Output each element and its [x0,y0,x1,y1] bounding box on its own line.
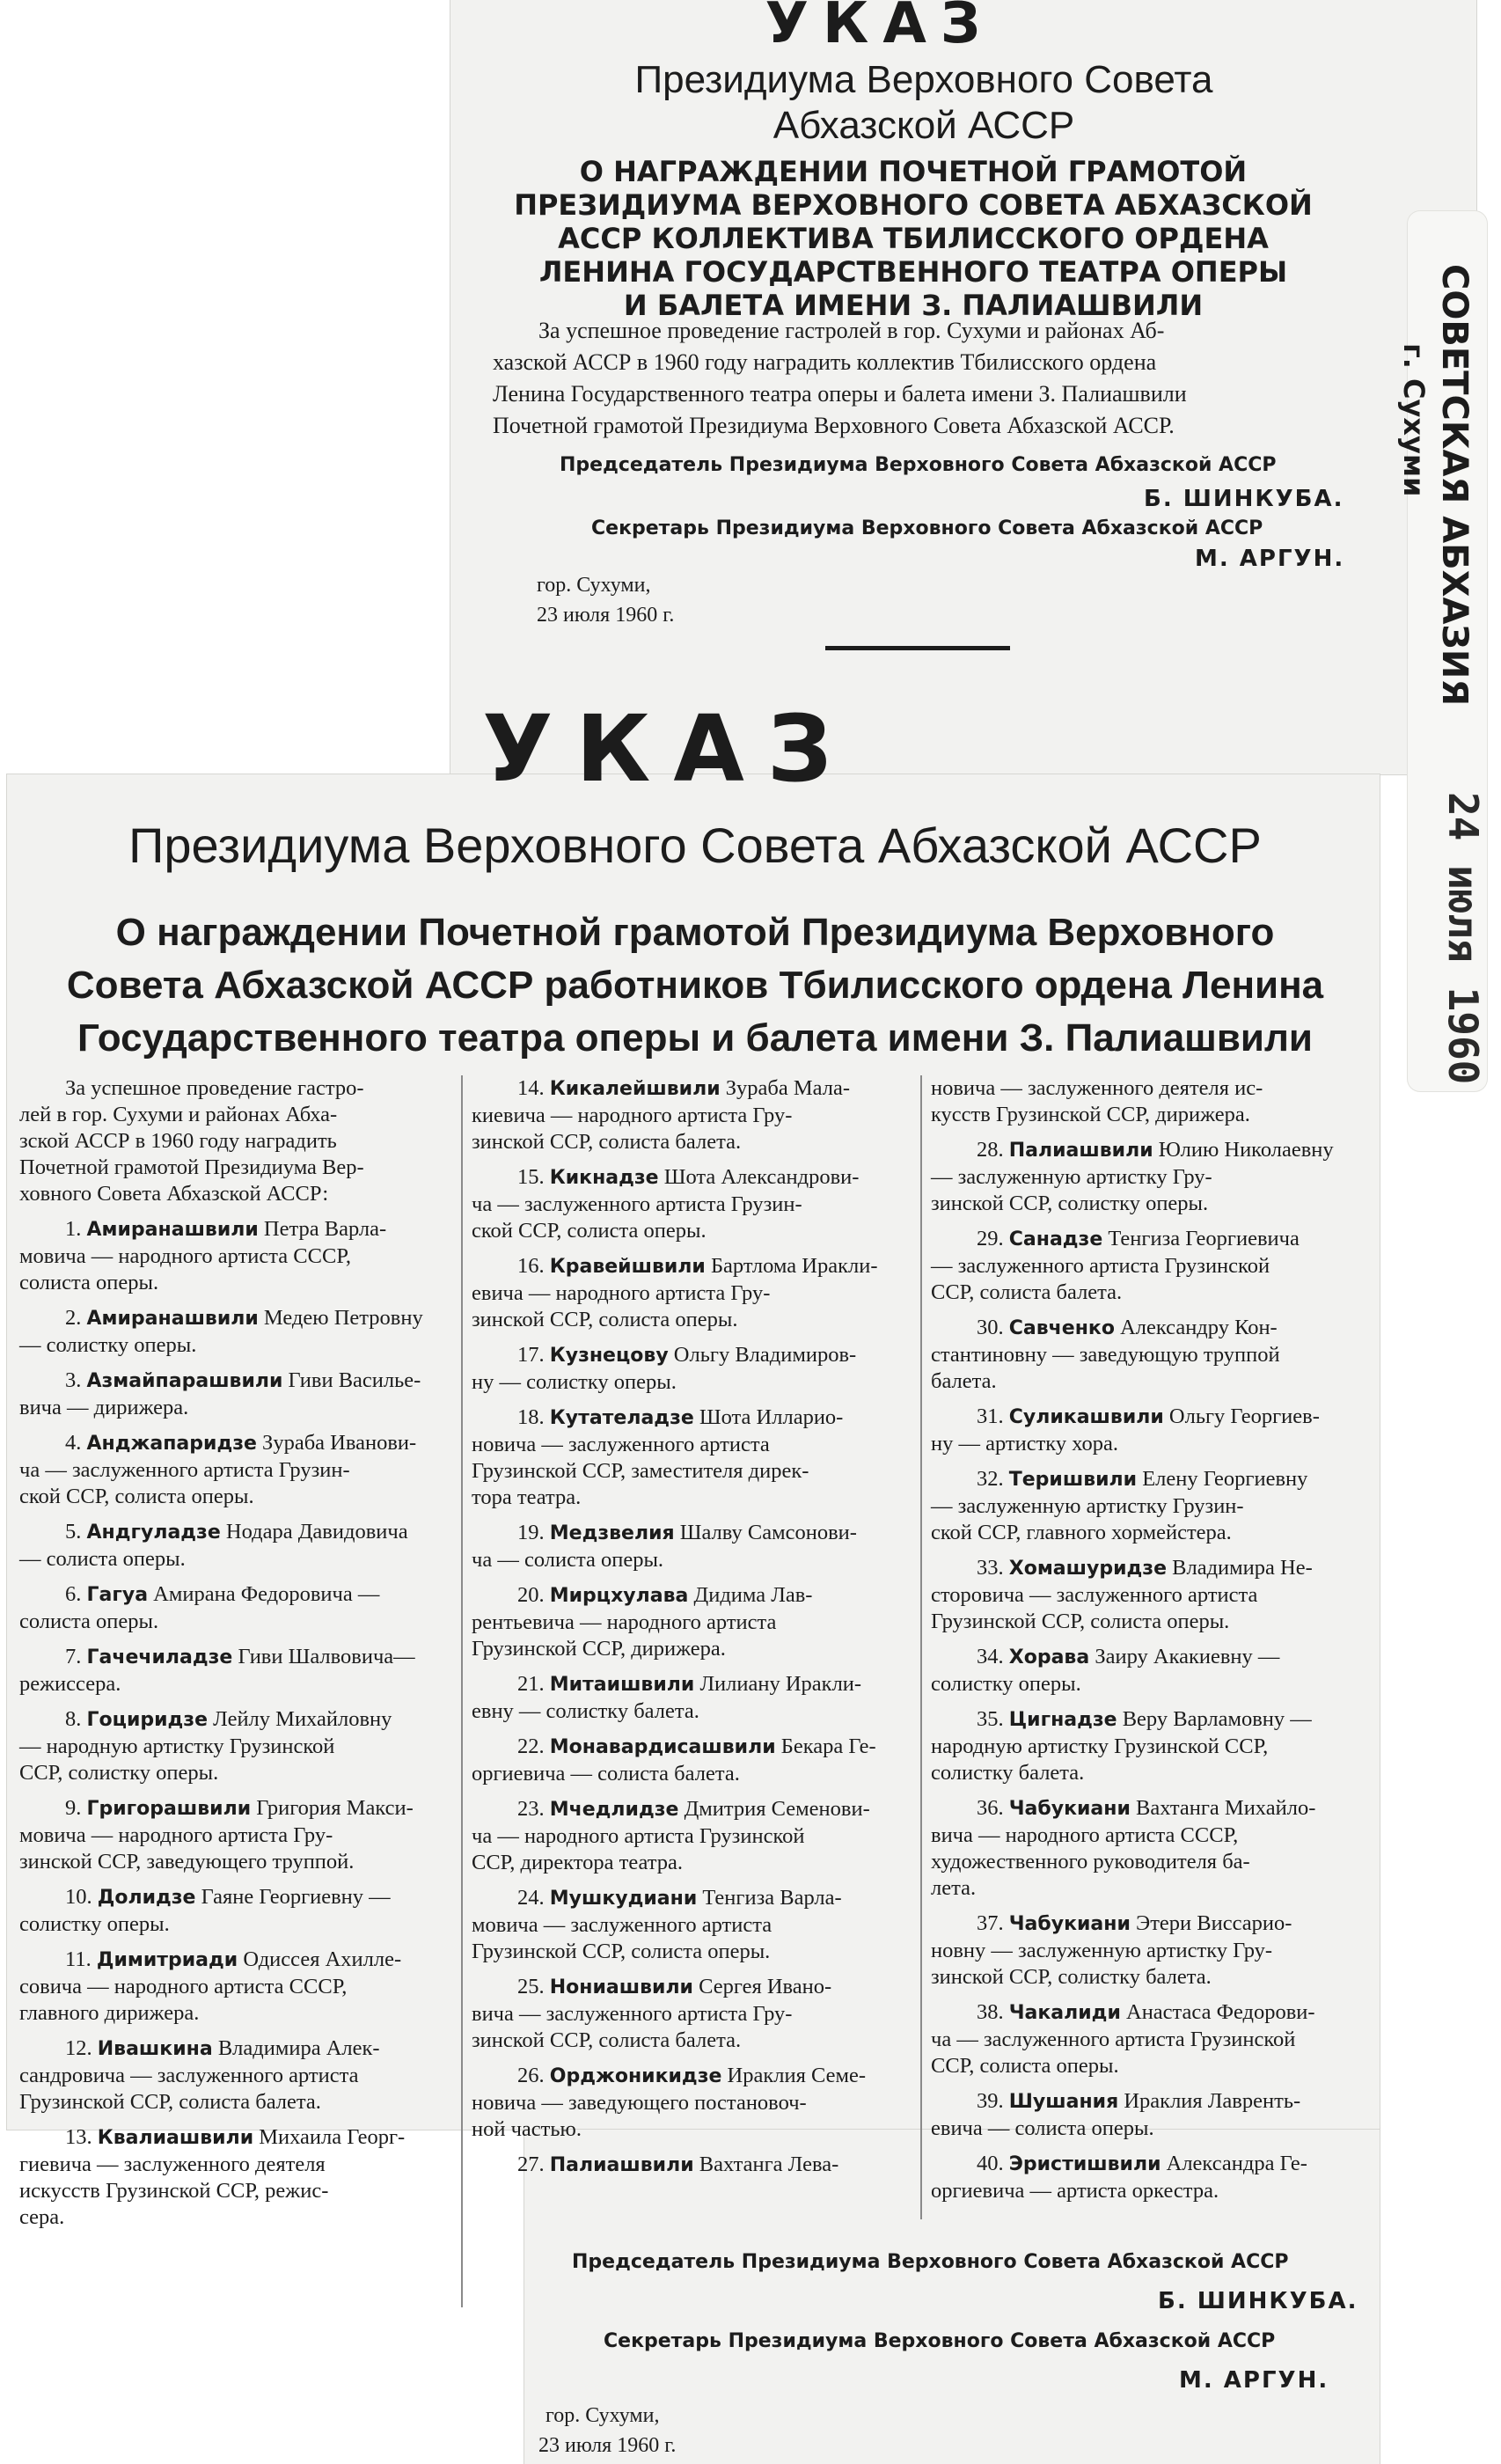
award-text-line: ча — солиста оперы. [472,1548,664,1572]
decree2-secretary-title: Секретарь Президиума Верховного Совета Абхазской АССР [604,2330,1276,2352]
award-number: 18. [517,1405,545,1429]
award-surname: Квалиашвили [97,2127,254,2149]
award-entry [472,1796,903,1876]
award-text-line: киевича — народного артиста Гру- [472,1104,793,1127]
award-firstname: Дидима Лав- [688,1583,813,1607]
decree1-place: гор. Сухуми, [537,574,651,597]
award-text-line: ча — народного артиста Грузинской [472,1824,805,1848]
award-text-line: гиевича — заслуженного деятеля [19,2152,326,2176]
award-firstname: Бекара Ге- [775,1734,876,1758]
award-text-line: ча — заслуженного артиста Грузин- [19,1458,350,1482]
newspaper-city: г. Сухуми [1397,343,1431,497]
award-number: 11. [65,1947,92,1971]
award-firstname: Петра Варла- [258,1217,387,1241]
decree2-continuation: новича — заслуженного деятеля ис- кусств Грузинской ССР, дирижера. [931,1076,1263,1126]
award-firstname: Сергея Ивано- [692,1975,832,1998]
award-surname: Андгуладзе [86,1522,221,1544]
decree1-date: 23 июля 1960 г. [537,604,675,627]
award-text-line: ской ССР, солиста оперы. [19,1485,254,1508]
award-text-line: зинской ССР, солистку оперы. [931,1192,1209,1215]
award-text-line: ной частью. [472,2117,582,2141]
award-number: 28. [977,1138,1004,1162]
award-firstname: Заиру Акакиевну — [1089,1645,1280,1668]
award-text-line: Грузинской ССР, солиста оперы. [931,1610,1230,1633]
award-number: 9. [65,1796,82,1820]
award-text-line: новича — заведующего постановоч- [472,2091,807,2115]
award-text-line: Грузинской ССР, солиста оперы. [472,1940,771,1963]
award-text-line: стантиновну — заведующую труппой [931,1343,1280,1367]
award-number: 17. [517,1343,545,1367]
award-surname: Мушкудиани [549,1888,698,1910]
award-number: 8. [65,1707,82,1731]
decree2-secretary-name: М. АРГУН. [1179,2367,1329,2394]
award-text-line: ССР, солиста балета. [931,1280,1123,1304]
award-surname: Палиашвили [1008,1140,1153,1162]
award-text-line: — народную артистку Грузинской [19,1734,335,1758]
award-entry [472,1885,903,1965]
award-text-line: тора театра. [472,1485,582,1509]
award-number: 22. [517,1734,545,1758]
award-number: 31. [977,1404,1004,1428]
award-surname: Хорава [1008,1646,1090,1668]
award-entry [19,2035,450,2116]
award-text-line: оргиевича — солиста балета. [472,1762,740,1786]
award-number: 29. [977,1227,1004,1250]
decree2-place: гор. Сухуми, [545,2404,660,2427]
award-entry [19,1706,450,1786]
award-entry [472,1075,903,1155]
award-surname: Кикнадзе [549,1167,659,1189]
award-surname: Чакалиди [1008,2002,1121,2024]
award-surname: Палиашвили [549,2154,694,2176]
award-text-line: евну — солистку балета. [472,1699,699,1723]
award-text-line: солистку балета. [931,1761,1085,1785]
award-number: 39. [977,2089,1004,2113]
award-number: 19. [517,1521,545,1544]
award-surname: Кутателадзе [549,1407,694,1429]
award-entry [931,1137,1371,1217]
award-surname: Эристишвили [1008,2153,1161,2175]
award-entry [472,1974,903,2054]
award-firstname: Веру Варламовну — [1117,1707,1312,1731]
award-text-line: художественного руководителя ба- [931,1850,1250,1874]
award-text-line: ской ССР, главного хормейстера. [931,1521,1232,1544]
award-surname: Ивашкина [97,2038,213,2060]
decree2-date: 23 июля 1960 г. [538,2434,677,2457]
award-text-line: зинской ССР, солиста балета. [472,2028,742,2052]
award-firstname: Гиви Васильe- [282,1368,421,1392]
award-number: 32. [977,1467,1004,1491]
decree1-title: УКАЗ [765,0,995,56]
award-number: 40. [977,2152,1004,2175]
award-number: 2. [65,1306,82,1330]
award-firstname: Вахтанга Лева- [693,2152,839,2176]
award-entry [931,1466,1371,1546]
award-surname: Долидзе [97,1887,196,1909]
award-text-line: зинской ССР, заведующего труппой. [19,1850,355,1874]
award-text-line: ча — заслуженного артиста Грузинской [931,2028,1296,2051]
award-firstname: Гаяне Георгиевну — [195,1885,391,1909]
award-text-line: зинской ССР, солиста оперы. [472,1308,738,1331]
award-number: 35. [977,1707,1004,1731]
award-number: 24. [517,1886,545,1910]
award-number: 6. [65,1582,82,1606]
award-entry [472,2063,903,2143]
award-text-line: — солиста оперы. [19,1547,186,1571]
award-text-line: балета. [931,1369,997,1393]
decree2-subtitle: Президиума Верховного Совета Абхазской АССР [128,818,1262,873]
award-firstname: Анастаса Федорови- [1120,2000,1315,2024]
decree2-column-1 [19,1075,450,2240]
award-firstname: Владимира Не- [1167,1556,1313,1580]
award-number: 37. [977,1911,1004,1935]
award-text-line: сандровича — заслуженного артиста [19,2064,359,2087]
award-firstname: Ольгу Владимиров- [668,1343,857,1367]
award-text-line: искусств Грузинской ССР, режис- [19,2179,329,2203]
award-firstname: Шалву Самсонови- [674,1521,857,1544]
award-number: 10. [65,1885,92,1909]
award-surname: Суликашвили [1008,1406,1164,1428]
award-text-line: ской ССР, солиста оперы. [472,1219,707,1243]
award-firstname: Медею Петровну [258,1306,423,1330]
award-firstname: Дмитрия Семенови- [678,1797,870,1821]
award-firstname: Вахтанга Михайло- [1130,1796,1316,1820]
decree2-chairman-name: Б. ШИНКУБА. [1158,2288,1358,2314]
award-text-line: ну — артистку хора. [931,1432,1119,1456]
award-entry [19,1216,450,1296]
award-text-line: режиссера. [19,1672,121,1696]
award-entry [931,1706,1371,1786]
handwritten-date: 24 июля 1960 [1439,792,1487,1085]
award-surname: Хомашуридзе [1008,1558,1167,1580]
award-text-line: ССР, директора театра. [472,1851,684,1874]
award-text-line: ССР, солиста оперы. [931,2054,1119,2078]
decree2-heading: О награждении Почетной грамотой Президиума Верховного Совета Абхазской АССР работников Тбилисского ордена Ленина Государственного театра оперы и балета имени З. Палиашвили [66,911,1324,1060]
decree1-body: За успешное проведение гастролей в гор. Сухуми и районах Аб- хазской АССР в 1960 году наградить коллектив Тбилисского ордена Ленина Государственного театра оперы и балета имени З. Палиашвили Почетной грамотой Президиума Верховного Совета Абхазской АССР. [493,318,1187,438]
award-firstname: Шота Илларио- [693,1405,844,1429]
award-text-line: сторовича — заслуженного артиста [931,1583,1258,1607]
award-entry [472,1520,903,1573]
award-entry [472,1671,903,1725]
award-text-line: Грузинской ССР, заместителя дирек- [472,1459,809,1483]
award-text-line: новича — заслуженного артиста [472,1433,770,1456]
award-text-line: солистку оперы. [931,1672,1081,1696]
award-firstname: Ольгу Георгиев- [1163,1404,1320,1428]
award-entry [472,2152,903,2179]
award-firstname: Гиви Шалвовича— [232,1645,415,1668]
award-firstname: Александра Ге- [1161,2152,1307,2175]
award-entry [931,1910,1371,1991]
award-entry [19,1519,450,1573]
decree2-chairman-title: Председатель Президиума Верховного Совета Абхазской АССР [572,2251,1289,2273]
award-surname: Санадзе [1008,1228,1103,1250]
award-entry [19,1795,450,1875]
award-entry [931,1404,1371,1457]
award-text-line: вича — заслуженного артиста Гру- [472,2002,793,2026]
award-surname: Нониашвили [549,1976,693,1998]
award-firstname: Лилиану Иракли- [694,1672,862,1696]
award-entry [931,2088,1371,2142]
decree1-secretary-title: Секретарь Президиума Верховного Совета Абхазской АССР [591,517,1263,539]
award-text-line: ну — солистку оперы. [472,1370,677,1394]
award-entry [19,1305,450,1359]
award-firstname: Бартлома Иракли- [705,1254,878,1278]
award-firstname: Амирана Федоровича — [148,1582,380,1606]
award-surname: Медзвелия [549,1522,675,1544]
separator-rule [825,646,1010,650]
decree1-heading: О НАГРАЖДЕНИИ ПОЧЕТНОЙ ГРАМОТОЙ ПРЕЗИДИУМА ВЕРХОВНОГО СОВЕТА АБХАЗСКОЙ АССР КОЛЛЕКТИВА ТБИЛИССКОГО ОРДЕНА ЛЕНИНА ГОСУДАРСТВЕННОГО ТЕАТРА ОПЕРЫ И БАЛЕТА ИМЕНИ З. ПАЛИАШВИЛИ [514,155,1313,322]
award-surname: Гоциридзе [86,1709,208,1731]
award-surname: Цигнадзе [1008,1709,1117,1731]
award-firstname: Михаила Георг- [253,2125,406,2149]
award-surname: Кравейшвили [549,1256,706,1278]
award-entry [931,1555,1371,1635]
award-surname: Григорашвили [86,1798,252,1820]
award-entry [472,1342,903,1396]
award-entry [931,1999,1371,2079]
award-surname: Гагуа [86,1584,149,1606]
award-entry [19,1430,450,1510]
award-number: 20. [517,1583,545,1607]
award-entry [931,1315,1371,1395]
award-entry [472,1404,903,1511]
award-text-line: ча — заслуженного артиста Грузин- [472,1192,802,1216]
award-number: 7. [65,1645,82,1668]
award-text-line: солиста оперы. [19,1610,159,1633]
award-surname: Анджапаридзе [86,1433,257,1455]
decree1-chairman-title: Председатель Президиума Верховного Совета Абхазской АССР [560,454,1277,476]
award-number: 36. [977,1796,1004,1820]
decree1-subtitle-2: Абхазской АССР [772,104,1075,147]
award-surname: Орджоникидзе [549,2065,722,2087]
award-entry [19,2124,450,2231]
award-firstname: Тенгиза Варла- [697,1886,842,1910]
award-number: 21. [517,1672,545,1696]
award-firstname: Григория Макси- [251,1796,414,1820]
award-text-line: зинской ССР, солистку балета. [931,1965,1212,1989]
award-text-line: — заслуженного артиста Грузинской [931,1254,1270,1278]
column-divider-2 [920,1075,922,2219]
award-text-line: мовича — заслуженного артиста [472,1913,772,1937]
award-surname: Кикалейшвили [549,1078,721,1100]
award-surname: Амиранашвили [86,1219,259,1241]
award-number: 1. [65,1217,82,1241]
award-entry [19,1368,450,1421]
award-number: 38. [977,2000,1004,2024]
award-surname: Чабукиани [1008,1798,1131,1820]
award-number: 33. [977,1556,1004,1580]
decree2-column-2 [472,1075,903,2188]
award-number: 30. [977,1316,1004,1339]
award-text-line: лета. [931,1876,977,1900]
decree2-intro: За успешное проведение гастро- лей в гор. Сухуми и районах Абха- зской АССР в 1960 году наградить Почетной грамотой Президиума Вер- ховного Совета Абхазской АССР: [19,1076,364,1206]
award-number: 25. [517,1975,545,1998]
award-text-line: — заслуженную артистку Грузин- [931,1494,1244,1518]
column-divider-1 [461,1075,463,2307]
award-entry [472,1582,903,1662]
award-text-line: рентьевича — народного артиста [472,1610,777,1634]
award-firstname: Тенгиза Георгиевича [1102,1227,1300,1250]
award-text-line: вича — дирижера. [19,1396,189,1419]
decree2-column-3 [931,1075,1371,2213]
award-number: 3. [65,1368,82,1392]
decree1-subtitle-1: Президиума Верховного Совета [634,58,1213,101]
award-text-line: — заслуженную артистку Гру- [931,1165,1212,1189]
award-firstname: Этери Виссарио- [1130,1911,1292,1935]
award-firstname: Юлию Николаевну [1153,1138,1334,1162]
decree2-title: УКАЗ [482,695,855,803]
award-text-line: новну — заслуженную артистку Гру- [931,1939,1273,1962]
award-number: 14. [517,1076,545,1100]
award-text-line: мовича — народного артиста Гру- [19,1823,333,1847]
award-surname: Савченко [1008,1317,1115,1339]
award-surname: Кузнецову [549,1345,669,1367]
award-firstname: Одиссея Ахилле- [238,1947,402,1971]
award-surname: Мчедлидзе [549,1799,679,1821]
award-entry [931,1226,1371,1306]
award-text-line: совича — народного артиста СССР, [19,1975,348,1998]
award-entry [19,1884,450,1938]
decree1-chairman-name: Б. ШИНКУБА. [1144,486,1344,512]
award-text-line: ССР, солистку оперы. [19,1761,219,1785]
award-surname: Мирцхулава [549,1585,689,1607]
award-number: 23. [517,1797,545,1821]
award-text-line: Грузинской ССР, солиста балета. [19,2090,321,2114]
award-surname: Митаишвили [549,1674,695,1696]
award-entry [931,1644,1371,1698]
award-number: 5. [65,1520,82,1544]
award-firstname: Лейлу Михайловну [208,1707,392,1731]
award-text-line: Грузинской ССР, дирижера. [472,1637,726,1661]
award-firstname: Зураба Иванови- [256,1431,417,1455]
award-firstname: Шота Александрови- [658,1165,860,1189]
award-entry [931,1795,1371,1902]
award-number: 16. [517,1254,545,1278]
award-firstname: Елену Георгиевну [1137,1467,1308,1491]
decree1-secretary-name: М. АРГУН. [1195,546,1345,572]
award-surname: Чабукиани [1008,1913,1131,1935]
award-surname: Димитриади [96,1949,238,1971]
newspaper-masthead: СОВЕТСКАЯ АБХАЗИЯ [1434,264,1475,707]
award-text-line: оргиевича — артиста оркестра. [931,2179,1219,2203]
award-text-line: главного дирижера. [19,2001,200,2025]
award-text-line: солистку оперы. [19,1912,170,1936]
award-surname: Амиранашвили [86,1308,259,1330]
award-firstname: Зураба Мала- [720,1076,850,1100]
award-number: 26. [517,2064,545,2087]
award-firstname: Нодара Давидовича [220,1520,408,1544]
award-firstname: Ираклия Лавренть- [1118,2089,1301,2113]
award-surname: Азмайпарашвили [86,1370,283,1392]
award-number: 15. [517,1165,545,1189]
award-text-line: зинской ССР, солиста балета. [472,1130,742,1154]
award-entry [931,2151,1371,2204]
award-surname: Монавардисашвили [549,1736,776,1758]
award-firstname: Ираклия Семе- [721,2064,867,2087]
award-surname: Теришвили [1008,1469,1138,1491]
award-surname: Шушания [1008,2091,1119,2113]
award-text-line: сера. [19,2205,65,2229]
award-entry [19,1947,450,2027]
award-number: 34. [977,1645,1004,1668]
award-surname: Гачечиладзе [86,1646,233,1668]
award-text-line: солиста оперы. [19,1271,159,1294]
award-text-line: народную артистку Грузинской ССР, [931,1734,1269,1758]
award-number: 27. [517,2152,545,2176]
award-text-line: мовича — народного артиста СССР, [19,1244,352,1268]
award-text-line: — солистку оперы. [19,1333,197,1357]
award-text-line: евича — солиста оперы. [931,2116,1154,2140]
award-entry [19,1644,450,1698]
award-entry [19,1581,450,1635]
award-firstname: Владимира Алек- [212,2036,380,2060]
award-entry [472,1734,903,1787]
award-number: 12. [65,2036,92,2060]
award-text-line: евича — народного артиста Гру- [472,1281,771,1305]
award-entry [472,1164,903,1244]
award-firstname: Александру Кон- [1114,1316,1278,1339]
award-number: 4. [65,1431,82,1455]
award-number: 13. [65,2125,92,2149]
award-text-line: вича — народного артиста СССР, [931,1823,1239,1847]
award-entry [472,1253,903,1333]
